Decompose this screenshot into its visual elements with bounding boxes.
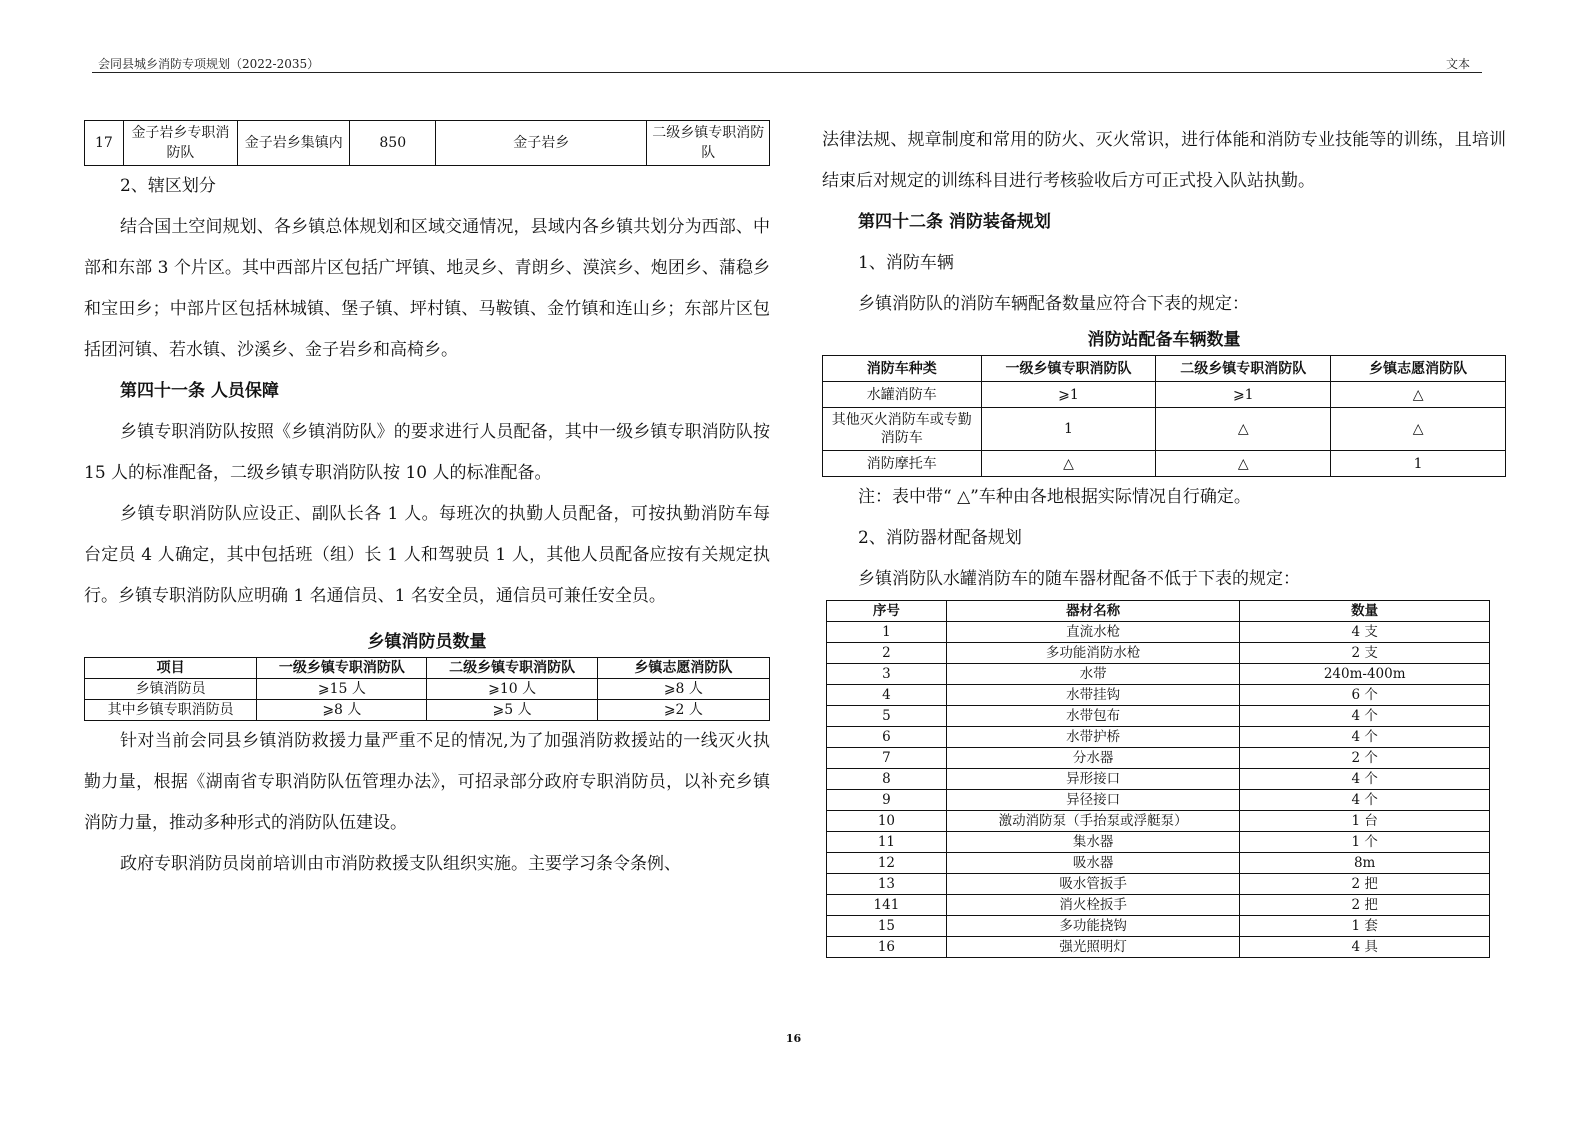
table-header-cell: 一级乡镇专职消防队 (981, 356, 1156, 382)
table-cell: 水带包布 (946, 706, 1240, 727)
table-cell: 9 (827, 790, 947, 811)
table-cell: 16 (827, 937, 947, 958)
table-header-cell: 二级乡镇专职消防队 (1156, 356, 1331, 382)
table-cell: 240m-400m (1240, 664, 1490, 685)
table-cell: 异形接口 (946, 769, 1240, 790)
table-row (827, 622, 1490, 643)
table-cell: 1 (827, 622, 947, 643)
table-row (823, 408, 1506, 451)
table-cell: ⩾8 人 (597, 679, 769, 700)
table-cell: ⩾8 人 (257, 700, 427, 721)
table-row (85, 121, 770, 166)
table-row (827, 853, 1490, 874)
table-cell: △ (1156, 408, 1331, 451)
running-header-label: 文本 (1446, 57, 1471, 71)
table-cell: 12 (827, 853, 947, 874)
equipment-table (826, 600, 1490, 958)
table-cell: 1 套 (1240, 916, 1490, 937)
table-cell: 1 (981, 408, 1156, 451)
table-cell: 13 (827, 874, 947, 895)
table-row (827, 748, 1490, 769)
table-row (827, 706, 1490, 727)
table-cell: 1 台 (1240, 811, 1490, 832)
table-row (827, 685, 1490, 706)
table-cell: 直流水枪 (946, 622, 1240, 643)
table-header-row (85, 658, 770, 679)
staff-table-title: 乡镇消防员数量 (367, 632, 487, 652)
paragraph-equipment: 乡镇消防队水罐消防车的随车器材配备不低于下表的规定： (858, 569, 1300, 589)
table-cell: 金子岩乡专职消防队 (123, 121, 237, 166)
table-cell: 4 具 (1240, 937, 1490, 958)
table-cell: 8 (827, 769, 947, 790)
table-cell: 强光照明灯 (946, 937, 1240, 958)
table-cell: 2 个 (1240, 748, 1490, 769)
table-header-row (827, 601, 1490, 622)
table-cell: 10 (827, 811, 947, 832)
sub-heading-vehicles: 1、消防车辆 (858, 253, 954, 273)
table-row (823, 451, 1506, 477)
table-header-cell: 器材名称 (946, 601, 1240, 622)
table-cell: ⩾15 人 (257, 679, 427, 700)
table-row (85, 700, 770, 721)
table-header-cell: 乡镇志愿消防队 (1331, 356, 1506, 382)
table-header-cell: 项目 (85, 658, 257, 679)
table-cell: △ (981, 451, 1156, 477)
table-row (827, 769, 1490, 790)
table-cell: △ (1331, 408, 1506, 451)
table-header-cell: 数量 (1240, 601, 1490, 622)
table-cell: 吸水管扳手 (946, 874, 1240, 895)
table-cell: 乡镇消防员 (85, 679, 257, 700)
table-cell: 4 个 (1240, 727, 1490, 748)
sub-heading-jurisdiction: 2、辖区划分 (120, 176, 216, 196)
table-cell: 4 (827, 685, 947, 706)
table-header-cell: 序号 (827, 601, 947, 622)
table-header-cell: 消防车种类 (823, 356, 982, 382)
table-row (827, 811, 1490, 832)
table-row (827, 790, 1490, 811)
table-cell: ⩾1 (981, 382, 1156, 408)
table-cell: ⩾1 (1156, 382, 1331, 408)
table-cell: 17 (85, 121, 124, 166)
table-cell: ⩾2 人 (597, 700, 769, 721)
table-cell: 850 (350, 121, 436, 166)
vehicle-table (822, 355, 1506, 477)
paragraph-staffing: 乡镇专职消防队按照《乡镇消防队》的要求进行人员配备，其中一级乡镇专职消防队按 15 人的标准配备，二级乡镇专职消防队按 10 人的标准配备。 (84, 422, 770, 483)
sub-heading-equipment: 2、消防器材配备规划 (858, 528, 1022, 548)
table-cell: 水带 (946, 664, 1240, 685)
table-cell: 水带护桥 (946, 727, 1240, 748)
table-cell: 1 (1331, 451, 1506, 477)
table-cell: 5 (827, 706, 947, 727)
table-cell: 水罐消防车 (823, 382, 982, 408)
table-cell: 多功能挠钩 (946, 916, 1240, 937)
table-cell: 15 (827, 916, 947, 937)
table-cell: 多功能消防水枪 (946, 643, 1240, 664)
table-cell: 集水器 (946, 832, 1240, 853)
table-row (827, 832, 1490, 853)
table-cell: 2 把 (1240, 874, 1490, 895)
paragraph-recruitment: 针对当前会同县乡镇消防救援力量严重不足的情况,为了加强消防救援站的一线灭火执勤力量，根据《湖南省专职消防队伍管理办法》，可招录部分政府专职消防员，以补充乡镇消防力量，推动多种形式的消防队伍建设。 (84, 731, 770, 833)
table-header-cell: 乡镇志愿消防队 (597, 658, 769, 679)
table-cell: 激动消防泵（手抬泵或浮艇泵） (946, 811, 1240, 832)
table-header-row (823, 356, 1506, 382)
table-cell: 2 支 (1240, 643, 1490, 664)
table-row (823, 382, 1506, 408)
table-cell: 4 个 (1240, 790, 1490, 811)
article-42-heading: 第四十二条 消防装备规划 (858, 212, 1051, 232)
table-header-cell: 二级乡镇专职消防队 (427, 658, 597, 679)
table-cell: 3 (827, 664, 947, 685)
table-cell: 金子岩乡 (436, 121, 647, 166)
station-table-continued (84, 120, 770, 166)
right-column (822, 120, 1506, 958)
paragraph-training-cont: 法律法规、规章制度和常用的防火、灭火常识，进行体能和消防专业技能等的训练，且培训结束后对规定的训练科目进行考核验收后方可正式投入队站执勤。 (822, 130, 1506, 191)
table-cell: 7 (827, 748, 947, 769)
table-cell: 2 (827, 643, 947, 664)
table-cell: 1 个 (1240, 832, 1490, 853)
table-cell: 8m (1240, 853, 1490, 874)
table-cell: 吸水器 (946, 853, 1240, 874)
table-cell: 6 (827, 727, 947, 748)
table-row (827, 664, 1490, 685)
table-cell: 二级乡镇专职消防队 (647, 121, 770, 166)
table-cell: ⩾10 人 (427, 679, 597, 700)
page-number: 16 (785, 1032, 802, 1045)
table-cell: 其他灭火消防车或专勤消防车 (823, 408, 982, 451)
table-cell: 4 支 (1240, 622, 1490, 643)
table-cell: 2 把 (1240, 895, 1490, 916)
table-cell: 水带挂钩 (946, 685, 1240, 706)
table-cell: △ (1331, 382, 1506, 408)
table-cell: 4 个 (1240, 706, 1490, 727)
table-cell: △ (1156, 451, 1331, 477)
table-row (827, 916, 1490, 937)
table-row (827, 643, 1490, 664)
paragraph-duty: 乡镇专职消防队应设正、副队长各 1 人。每班次的执勤人员配备，可按执勤消防车每台定员 4 人确定，其中包括班（组）长 1 人和驾驶员 1 人，其他人员配备应按有关规定执行。乡镇专职消防队应明确 1 名通信员、1 名安全员，通信员可兼任安全员。 (84, 504, 770, 606)
table-cell: 11 (827, 832, 947, 853)
table-cell: 6 个 (1240, 685, 1490, 706)
paragraph-training-start: 政府专职消防员岗前培训由市消防救援支队组织实施。主要学习条令条例、 (120, 854, 681, 874)
table-cell: 141 (827, 895, 947, 916)
table-cell: 金子岩乡集镇内 (238, 121, 350, 166)
table-row (827, 937, 1490, 958)
table-cell: ⩾5 人 (427, 700, 597, 721)
table-note: 注：表中带“ △”车种由各地根据实际情况自行确定。 (858, 487, 1251, 507)
article-41-heading: 第四十一条 人员保障 (120, 381, 279, 401)
table-cell: 4 个 (1240, 769, 1490, 790)
staff-table (84, 657, 770, 721)
table-header-cell: 一级乡镇专职消防队 (257, 658, 427, 679)
table-cell: 其中乡镇专职消防员 (85, 700, 257, 721)
table-cell: 消火栓扳手 (946, 895, 1240, 916)
table-row (827, 727, 1490, 748)
table-cell: 分水器 (946, 748, 1240, 769)
vehicle-table-title: 消防站配备车辆数量 (1087, 330, 1241, 350)
left-column (84, 120, 770, 885)
header-rule (92, 72, 1482, 73)
running-header-title: 会同县城乡消防专项规划（2022-2035） (98, 57, 320, 71)
table-row (827, 895, 1490, 916)
table-row (85, 679, 770, 700)
paragraph-vehicles: 乡镇消防队的消防车辆配备数量应符合下表的规定： (858, 294, 1249, 314)
paragraph-district: 结合国土空间规划、各乡镇总体规划和区域交通情况，县域内各乡镇共划分为西部、中部和东部 3 个片区。其中西部片区包括广坪镇、地灵乡、青朗乡、漠滨乡、炮团乡、蒲稳乡和宝田乡；中部片区包括林城镇、堡子镇、坪村镇、马鞍镇、金竹镇和连山乡；东部片区包括团河镇、若水镇、沙溪乡、金子岩乡和高椅乡。 (84, 217, 770, 360)
table-cell: 消防摩托车 (823, 451, 982, 477)
table-cell: 异径接口 (946, 790, 1240, 811)
table-row (827, 874, 1490, 895)
